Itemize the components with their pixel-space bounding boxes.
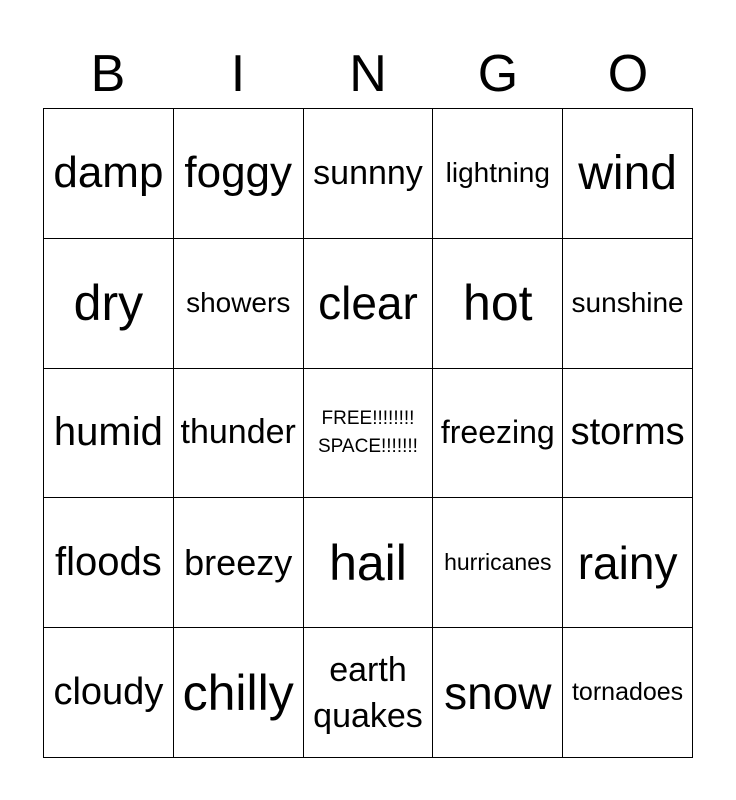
cell-word: storms <box>570 411 685 454</box>
bingo-cell[interactable] <box>433 109 563 239</box>
cell-word: hail <box>329 534 407 591</box>
cell-word: cloudy <box>53 671 164 714</box>
bingo-cell[interactable] <box>433 628 563 758</box>
bingo-cell[interactable] <box>433 369 563 499</box>
cell-word: clear <box>318 277 418 330</box>
cell-word: dry <box>73 275 144 332</box>
cell-word: hurricanes <box>444 549 552 576</box>
cell-word: tornadoes <box>571 678 684 707</box>
bingo-cell[interactable] <box>174 498 304 628</box>
cell-word: breezy <box>184 541 293 583</box>
header-letter-g: G <box>477 45 519 103</box>
bingo-cell[interactable] <box>304 109 434 239</box>
cell-word: rainy <box>577 536 678 589</box>
bingo-cell[interactable] <box>563 239 693 369</box>
free-space-cell[interactable] <box>304 369 434 499</box>
cell-word: foggy <box>184 148 293 198</box>
bingo-cell[interactable] <box>44 109 174 239</box>
bingo-cell[interactable] <box>304 628 434 758</box>
bingo-cell[interactable] <box>44 498 174 628</box>
header-letter-i: I <box>230 45 246 103</box>
bingo-cell[interactable] <box>174 239 304 369</box>
header-letter-o: O <box>607 45 649 103</box>
cell-word: freezing <box>440 414 555 451</box>
cell-word: thunder <box>180 413 296 452</box>
bingo-cell[interactable] <box>44 369 174 499</box>
cell-word: snow <box>444 666 552 719</box>
cell-word: earth quakes <box>313 650 423 735</box>
cell-word: lightning <box>445 157 550 189</box>
bingo-cell[interactable] <box>433 498 563 628</box>
bingo-cell[interactable] <box>433 239 563 369</box>
cell-word: sunshine <box>571 287 684 319</box>
cell-word: showers <box>186 287 291 319</box>
cell-word: damp <box>53 148 164 198</box>
cell-word: chilly <box>182 664 294 721</box>
bingo-cell[interactable] <box>304 498 434 628</box>
cell-word: sunnny <box>313 153 423 192</box>
header-letter-b: B <box>90 45 126 103</box>
bingo-cell[interactable] <box>174 109 304 239</box>
header-letter-n: N <box>349 45 387 103</box>
bingo-cell[interactable] <box>44 628 174 758</box>
bingo-cell[interactable] <box>563 109 693 239</box>
free-space-label: FREE!!!!!!!! SPACE!!!!!!! <box>318 407 418 457</box>
cell-word: floods <box>55 540 162 585</box>
bingo-cell[interactable] <box>174 628 304 758</box>
bingo-cell[interactable] <box>174 369 304 499</box>
bingo-board <box>43 108 693 758</box>
bingo-cell[interactable] <box>563 498 693 628</box>
cell-word: wind <box>578 146 677 200</box>
bingo-cell[interactable] <box>563 628 693 758</box>
bingo-cell[interactable] <box>563 369 693 499</box>
cell-word: humid <box>53 410 163 455</box>
bingo-header <box>43 40 693 108</box>
bingo-cell[interactable] <box>44 239 174 369</box>
cell-word: hot <box>463 275 533 332</box>
bingo-cell[interactable] <box>304 239 434 369</box>
